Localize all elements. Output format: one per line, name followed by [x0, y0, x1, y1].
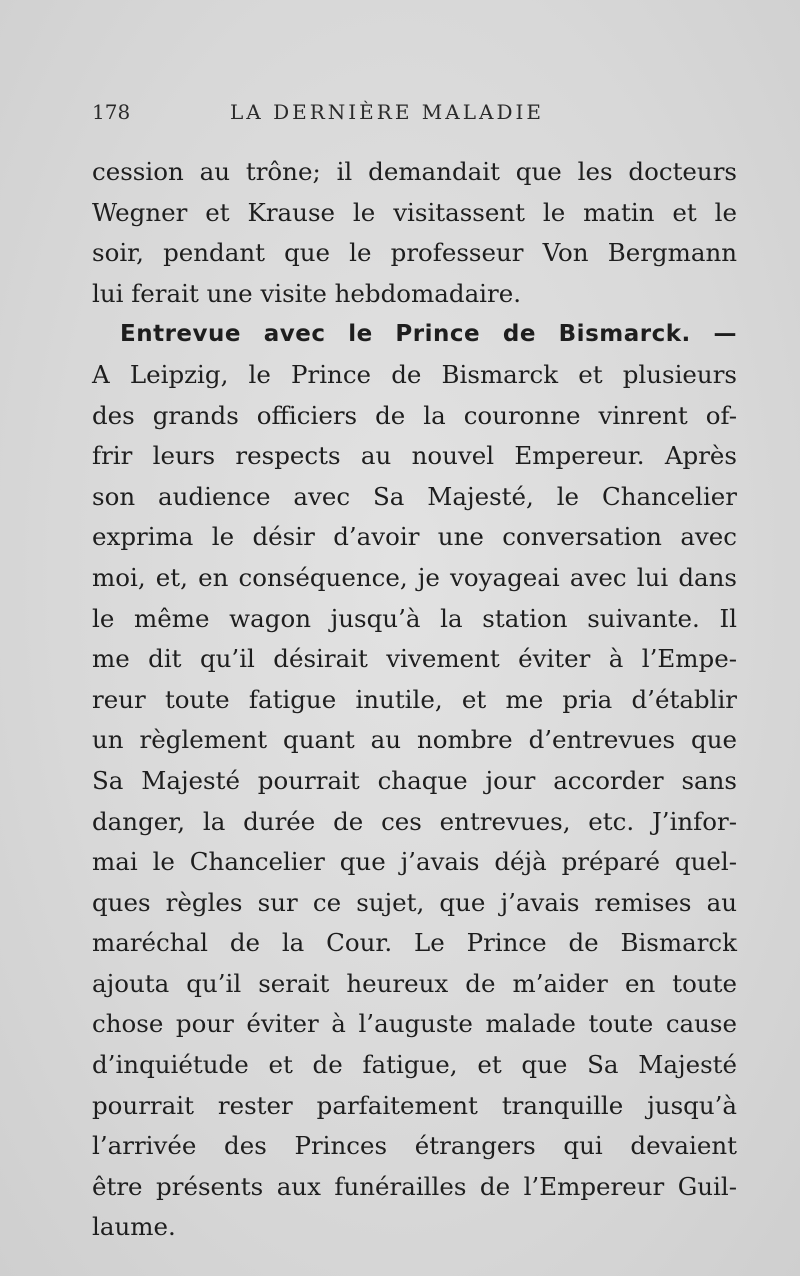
text-line: moi, et, en conséquence, je voyageai avec lui dans — [92, 562, 737, 592]
text-line: ques règles sur ce sujet, que j’avais remises au — [92, 887, 737, 917]
text-line: Sa Majesté pourrait chaque jour accorder sans — [92, 765, 737, 795]
text-line: ajouta qu’il serait heureux de m’aider en toute — [92, 968, 737, 998]
text-line: son audience avec Sa Majesté, le Chancelier — [92, 481, 737, 511]
text-line: un règlement quant au nombre d’entrevues que — [92, 725, 737, 755]
text-line: frir leurs respects au nouvel Empereur. Après — [92, 441, 737, 471]
text-line: d’inquiétude et de fatigue, et que Sa Majesté — [92, 1050, 737, 1080]
text-line: Wegner et Krause le visitassent le matin et le — [92, 197, 737, 227]
text-line: cession au trône; il demandait que les docteurs — [92, 157, 737, 186]
page-number: 178 — [92, 100, 131, 124]
running-head: LA DERNIÈRE MALADIE — [230, 100, 544, 124]
section-heading: Entrevue avec le Prince de Bismarck. — — [120, 321, 737, 348]
text-line: danger, la durée de ces entrevues, etc. J’infor- — [92, 806, 737, 836]
text-line: être présents aux funérailles de l’Empereur Guil- — [92, 1171, 737, 1201]
text-line: chose pour éviter à l’auguste malade toute cause — [92, 1009, 737, 1039]
text-line: lui ferait une visite hebdomadaire. — [92, 278, 522, 308]
text-line: reur toute fatigue inutile, et me pria d’établir — [92, 684, 737, 714]
text-line: me dit qu’il désirait vivement éviter à l’Empe- — [92, 644, 737, 674]
text-line: A Leipzig, le Prince de Bismarck et plusieurs — [92, 359, 737, 389]
text-line: maréchal de la Cour. Le Prince de Bismarck — [92, 928, 737, 958]
text-line: pourrait rester parfaitement tranquille jusqu’à — [92, 1090, 737, 1120]
text-line: laume. — [92, 1212, 176, 1242]
text-line: exprima le désir d’avoir une conversation avec — [92, 522, 737, 552]
text-line: des grands officiers de la couronne vinrent of- — [92, 400, 737, 430]
text-line: mai le Chancelier que j’avais déjà préparé quel- — [92, 847, 737, 877]
text-line: soir, pendant que le professeur Von Bergmann — [92, 238, 737, 268]
text-line: l’arrivée des Princes étrangers qui devaient — [92, 1131, 737, 1161]
page-header — [92, 96, 702, 128]
body-text — [92, 152, 737, 1248]
text-line: le même wagon jusqu’à la station suivante. Il — [92, 603, 737, 633]
